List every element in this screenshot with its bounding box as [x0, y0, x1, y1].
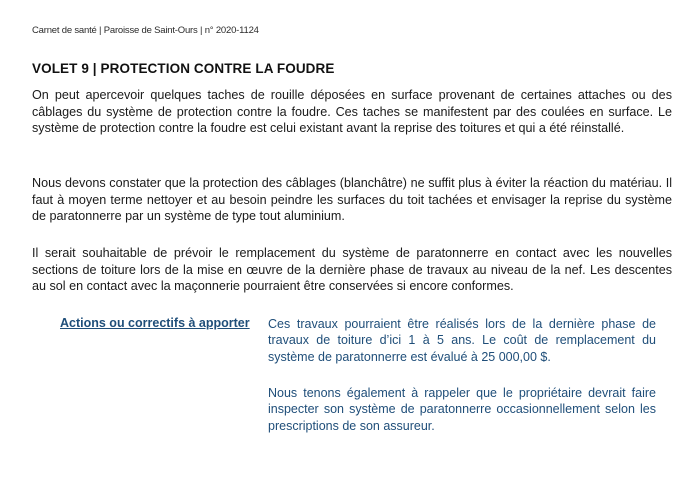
- paragraph-replacement-recommendation: Il serait souhaitable de prévoir le remplacement du système de paratonnerre en contact avec les nouvelles sections de toiture lors de la mise en œuvre de la dernière phase de travaux au niveau de la nef. Les descentes au sol en contact avec la maçonnerie pourraient être conservées si encore conformes.: [32, 246, 672, 294]
- running-header: Carnet de santé | Paroisse de Saint-Ours | n° 2020-1124: [32, 25, 259, 36]
- section-title: VOLET 9 | PROTECTION CONTRE LA FOUDRE: [32, 61, 335, 76]
- actions-label: Actions ou correctifs à apporter: [60, 316, 250, 330]
- action-item-inspection: Nous tenons également à rappeler que le propriétaire devrait faire inspecter son système de paratonnerre occasionnellement selon les prescriptions de son assureur.: [268, 386, 656, 433]
- action-item-cost: Ces travaux pourraient être réalisés lors de la dernière phase de travaux de toiture d’ici 1 à 5 ans. Le coût de remplacement du système de paratonnerre est évalué à 25 000,00 $.: [268, 317, 656, 364]
- paragraph-cable-protection: Nous devons constater que la protection des câblages (blanchâtre) ne suffit plus à éviter la réaction du matériau. Il faut à moyen terme nettoyer et au besoin peindre les surfaces du toit tachées et envisager la reprise du système de paratonnerre par un système de type tout aluminium.: [32, 176, 672, 224]
- paragraph-rust-stains: On peut apercevoir quelques taches de rouille déposées en surface provenant de certaines attaches ou des câblages du système de protection contre la foudre. Ces taches se manifestent par des coulées en surface. Le système de protection contre la foudre est celui existant avant la reprise des toitures et qui a été réinstallé.: [32, 88, 672, 136]
